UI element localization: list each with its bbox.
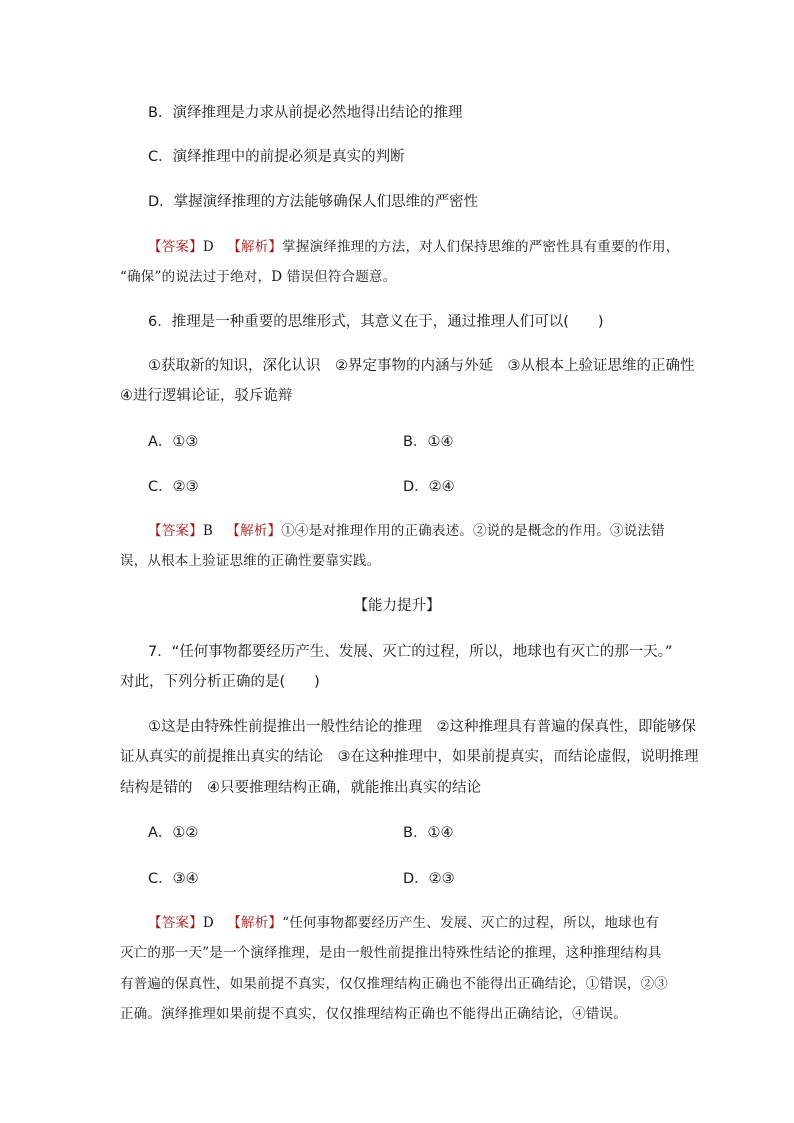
- answer-tag: 【答案】: [148, 239, 203, 255]
- q7-option-a: A．①②: [148, 825, 199, 841]
- q6-stem: 6．推理是一种重要的思维形式，其意义在于，通过推理人们可以( ): [148, 314, 604, 330]
- analysis-text: “任何事物都要经历产生、发展、灭亡的过程，所以，地球也有: [282, 915, 660, 931]
- answer-value: D: [202, 915, 214, 931]
- q6-option-b: B．①④: [403, 434, 454, 450]
- q7-answer-line4: 正确。演绎推理如果前提不真实，仅仅推理结构正确也不能得出正确结论，④错误。: [120, 1006, 627, 1022]
- section-title: 【能力提升】: [353, 598, 441, 614]
- q7-answer-line2: 灭亡的那一天”是一个演绎推理，是由一般性前提推出特殊性结论的推理，这种推理结构具: [120, 945, 662, 961]
- analysis-text: 掌握演绎推理的方法，对人们保持思维的严密性具有重要的作用，: [282, 239, 680, 255]
- q7-items-line2: 证从真实的前提推出真实的结论 ③在这种推理中，如果前提真实，而结论虚假，说明推理: [120, 749, 699, 765]
- q5-option-d: D．掌握演绎推理的方法能够确保人们思维的严密性: [148, 194, 479, 210]
- q5-answer-line1: [148, 237, 679, 257]
- answer-tag: 【答案】: [148, 915, 203, 931]
- q7-items-line3: 结构是错的 ④只要推理结构正确，就能推出真实的结论: [120, 780, 481, 796]
- q7-items-line1: ①这是由特殊性前提推出一般性结论的推理 ②这种推理具有普遍的保真性，即能够保: [148, 719, 696, 735]
- q7-stem-line1: 7．“任何事物都要经历产生、发展、灭亡的过程，所以，地球也有灭亡的那一天。”: [148, 644, 673, 660]
- answer-value: B: [202, 523, 213, 539]
- q6-answer-line1: [148, 521, 665, 541]
- q5-option-b: B．演绎推理是力求从前提必然地得出结论的推理: [148, 105, 463, 121]
- answer-tag: 【答案】: [148, 523, 203, 539]
- q6-option-c: C．②③: [148, 479, 199, 495]
- q7-option-c: C．③④: [148, 871, 199, 887]
- q7-stem-line2: 对此，下列分析正确的是( ): [120, 674, 320, 690]
- q6-answer-line2: 误，从根本上验证思维的正确性要靠实践。: [120, 553, 381, 569]
- q7-answer-line3: 有普遍的保真性，如果前提不真实，仅仅推理结构正确也不能得出正确结论，①错误，②③: [120, 976, 668, 992]
- q7-option-d: D．②③: [403, 871, 455, 887]
- q6-items-line2: ④进行逻辑论证，驳斥诡辩: [120, 388, 293, 404]
- analysis-tag: 【解析】: [226, 523, 282, 539]
- q5-answer-line2: “确保”的说法过于绝对，D 错误但符合题意。: [120, 269, 397, 285]
- answer-value: D: [202, 239, 214, 255]
- q7-answer-line1: [148, 913, 659, 933]
- q7-option-b: B．①④: [403, 825, 454, 841]
- analysis-tag: 【解析】: [227, 915, 283, 931]
- analysis-text: ①④是对推理作用的正确表述。②说的是概念的作用。③说法错: [281, 523, 665, 539]
- q6-option-d: D．②④: [403, 479, 455, 495]
- q6-items-line1: ①获取新的知识，深化认识 ②界定事物的内涵与外延 ③从根本上验证思维的正确性: [148, 358, 695, 374]
- analysis-tag: 【解析】: [227, 239, 283, 255]
- q5-option-c: C．演绎推理中的前提必须是真实的判断: [148, 149, 405, 165]
- q6-option-a: A．①③: [148, 434, 199, 450]
